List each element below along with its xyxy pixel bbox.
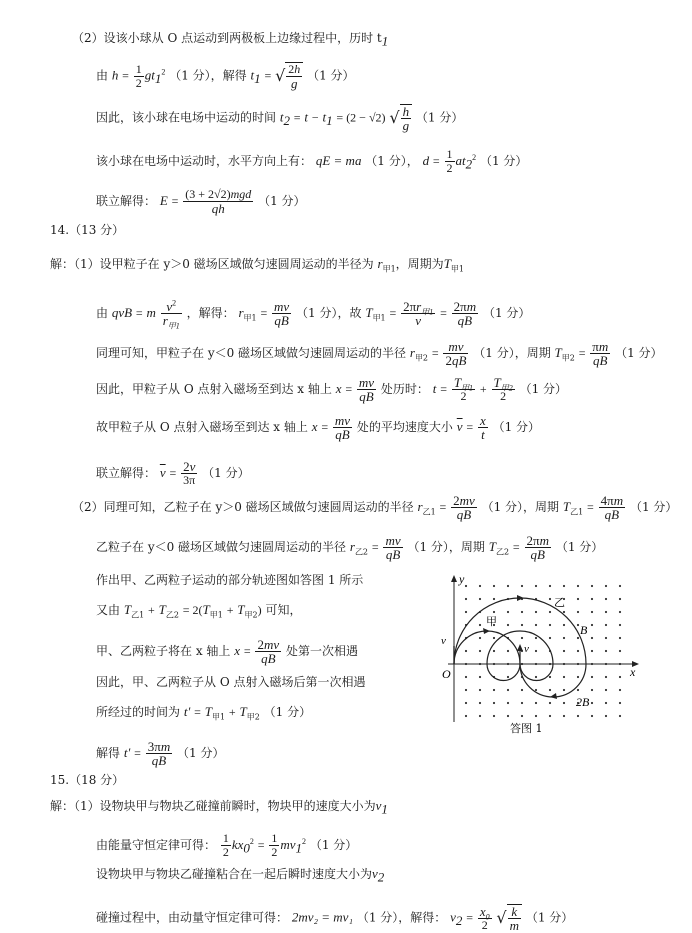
p14-line-8-text: 乙粒子在 y＜0 磁场区域做匀速圆周运动的半径 xyxy=(96,540,347,554)
field-dot xyxy=(465,650,467,652)
field-dot xyxy=(563,585,565,587)
p14-line-10: 又由 $T_{乙1} + T_{乙2} = 2(T_{甲1} + T_{甲2})$ 可知， xyxy=(96,602,302,620)
field-dot xyxy=(549,702,551,704)
field-dot xyxy=(507,624,509,626)
field-dot xyxy=(591,598,593,600)
y-axis-arrow xyxy=(451,575,457,582)
field-dot xyxy=(605,611,607,613)
field-dot xyxy=(619,611,621,613)
p14-line-5-text: 故甲粒子从 O 点射入磁场至到达 x 轴上 xyxy=(96,420,308,434)
field-dot xyxy=(563,650,565,652)
p15-line-4-text: 碰撞过程中，由动量守恒定律可得： xyxy=(96,910,289,925)
field-dot xyxy=(507,689,509,691)
field-dot xyxy=(591,637,593,639)
field-dot xyxy=(549,585,551,587)
p14-line-7: （2）同理可知，乙粒子在 y＞0 磁场区域做匀速圆周运动的半径 $r_{乙1}$ = $\frac{2mv}{qB}$ （1 分），周期 $T_{乙1}$ = $\frac{4\pi m}{qB}$ （1 分） xyxy=(72,493,678,522)
field-dot xyxy=(493,611,495,613)
field-dot xyxy=(591,676,593,678)
p14-line-5-score: （1 分） xyxy=(492,420,541,434)
field-dot xyxy=(535,611,537,613)
trajectory-jia-lower-2 xyxy=(520,664,553,681)
field-dot xyxy=(577,689,579,691)
p14-line-11-end: 处第一次相遇 xyxy=(285,644,358,658)
field-dot xyxy=(507,611,509,613)
p14-line-2-prefix: 由 xyxy=(96,306,109,320)
p13-line-3-score: （1 分） xyxy=(415,110,464,125)
p13-line-5-text: 联立解得： xyxy=(96,194,157,208)
p15-line-2-text: 由能量守恒定律可得： xyxy=(96,838,217,852)
p15-heading: 15.（18 分） xyxy=(50,773,125,787)
p15-line-2-score: （1 分） xyxy=(309,838,358,852)
field-dot xyxy=(605,637,607,639)
field-dot xyxy=(591,702,593,704)
field-dot xyxy=(619,598,621,600)
p15-line-4-mid: （1 分），解得： xyxy=(356,910,447,925)
field-dot xyxy=(507,650,509,652)
field-dot xyxy=(619,676,621,678)
p14-line-7-text: （2）同理可知，乙粒子在 y＞0 磁场区域做匀速圆周运动的半径 xyxy=(72,500,414,514)
p15-line-2: 由能量守恒定律可得： $\frac{1}{2}$ $kx_0^2$ = $\frac{1}{2}$ $mv_1^2$ （1 分） xyxy=(96,831,358,859)
field-dot xyxy=(591,689,593,691)
p14-line-4-score: （1 分） xyxy=(519,382,568,396)
p14-line-5-mid: 处的平均速度大小 xyxy=(356,420,453,434)
field-dot xyxy=(535,585,537,587)
field-dot xyxy=(605,689,607,691)
field-dot xyxy=(605,715,607,717)
p14-line-6-score: （1 分） xyxy=(202,466,250,480)
field-dot xyxy=(479,598,481,600)
field-dot xyxy=(535,715,537,717)
field-dot xyxy=(591,650,593,652)
p14-line-1: 解：（1）设甲粒子在 y＞0 磁场区域做匀速圆周运动的半径为 $r_{甲1}$，周期为$T_{甲1}$ xyxy=(50,256,465,274)
field-dot-grid xyxy=(465,585,621,717)
p14-line-2: 由 qvB = m $\frac{v^2}{r_{甲1}}$ ，解得： $r_{甲1}$ = $\frac{mv}{qB}$ （1 分），故 $T_{甲1}$ = $\frac{2\pi r_{甲1}}{v}$ = $\frac{2\pi m}{qB}$ （1 分） xyxy=(96,298,531,331)
p14-line-3-score: （1 分） xyxy=(615,346,663,360)
field-dot xyxy=(577,715,579,717)
field-dot xyxy=(591,585,593,587)
p14-line-12: 因此，甲、乙两粒子从 O 点射入磁场后第一次相遇 xyxy=(96,675,366,689)
field-dot xyxy=(493,598,495,600)
field-dot xyxy=(577,624,579,626)
field-dot xyxy=(577,598,579,600)
p14-line-2-score: （1 分） xyxy=(482,306,531,320)
p14-heading: 14.（13 分） xyxy=(50,223,125,237)
field-dot xyxy=(563,689,565,691)
field-dot xyxy=(619,637,621,639)
trajectory-figure xyxy=(438,572,644,742)
field-dot xyxy=(535,702,537,704)
trajectory-yi-lower xyxy=(520,664,586,697)
field-dot xyxy=(619,650,621,652)
field-dot xyxy=(591,624,593,626)
p14-line-9: 作出甲、乙两粒子运动的部分轨迹图如答图 1 所示 xyxy=(96,573,364,587)
field-dot xyxy=(521,689,523,691)
p14-line-3-text: 同理可知，甲粒子在 y＜0 磁场区域做匀速圆周运动的半径 xyxy=(96,346,407,360)
p14-line-13: 所经过的时间为 $t' = T_{甲1} + T_{甲2}$ （1 分） xyxy=(96,704,312,722)
field-dot xyxy=(577,611,579,613)
field-dot xyxy=(479,689,481,691)
p13-line-4-score1: （1 分）， xyxy=(365,154,419,168)
p14-line-3: 同理可知，甲粒子在 y＜0 磁场区域做匀速圆周运动的半径 $r_{甲2}$ = $\frac{mv}{2qB}$ （1 分），周期 $T_{甲2}$ = $\frac{\pi m}{qB}$ （1 分） xyxy=(96,339,663,368)
field-dot xyxy=(535,676,537,678)
p14-line-2-mid2: （1 分），故 xyxy=(296,306,362,320)
p13-line-1-text: （2）设该小球从 O 点运动到两极板上边缘过程中，历时 t xyxy=(72,31,382,45)
label-v-origin: v xyxy=(441,635,446,647)
field-dot xyxy=(479,650,481,652)
p14-line-2-mid: ，解得： xyxy=(186,306,235,320)
field-dot xyxy=(577,676,579,678)
label-v-meet: v xyxy=(524,643,529,655)
field-dot xyxy=(493,702,495,704)
field-dot xyxy=(563,715,565,717)
field-dot xyxy=(535,650,537,652)
field-dot xyxy=(493,637,495,639)
field-dot xyxy=(619,702,621,704)
p13-line-4-score2: （1 分） xyxy=(479,154,528,168)
label-origin: O xyxy=(442,667,451,681)
p15-line-3: 设物块甲与物块乙碰撞粘合在一起后瞬时速度大小为$v_2$ xyxy=(96,866,385,885)
p13-line-4-eq1: qE = ma xyxy=(315,153,362,168)
field-dot xyxy=(549,624,551,626)
field-dot xyxy=(605,624,607,626)
field-dot xyxy=(521,585,523,587)
trajectory-jia-lower-1 xyxy=(487,664,520,681)
field-dot xyxy=(535,637,537,639)
field-dot xyxy=(619,689,621,691)
field-dot xyxy=(479,702,481,704)
p14-line-8-mid: （1 分），周期 xyxy=(407,540,485,554)
p13-line-5: 联立解得： E = $\frac{\text{(3 + 2√2)mgd}}{qh}$ （1 分） xyxy=(96,187,306,216)
label-b: B xyxy=(580,623,588,637)
field-dot xyxy=(549,637,551,639)
p14-line-1-mid: ，周期为 xyxy=(395,257,444,271)
p14-line-1-text: 解：（1）设甲粒子在 y＞0 磁场区域做匀速圆周运动的半径为 xyxy=(50,257,374,271)
label-y: y xyxy=(459,572,465,586)
field-dot xyxy=(465,689,467,691)
p15-line-4: 碰撞过程中，由动量守恒定律可得： 2mv₂ = mv₁ （1 分），解得： $v_2$ = $\frac{x_0}{2}$ √ $\frac{k}{m}$ （1 分） xyxy=(96,903,574,933)
p13-line-2: 由 h = $\frac{1}{2}$ $gt_1^2$ （1 分），解得 $t_1$ = √ $\frac{2h}{g}$ （1 分） xyxy=(96,61,355,91)
p15-line-1: 解：（1）设物块甲与物块乙碰撞前瞬时，物块甲的速度大小为$v_1$ xyxy=(50,798,388,817)
p14-line-10-text: 又由 xyxy=(96,603,121,617)
p13-line-2-prefix: 由 xyxy=(96,68,109,83)
label-jia: 甲 xyxy=(486,615,497,628)
field-dot xyxy=(619,715,621,717)
field-dot xyxy=(507,702,509,704)
p14-line-3-mid: （1 分），周期 xyxy=(473,346,551,360)
field-dot xyxy=(605,598,607,600)
field-dot xyxy=(535,689,537,691)
p15-line-1-text: 解：（1）设物块甲与物块乙碰撞前瞬时，物块甲的速度大小为 xyxy=(50,799,376,813)
figure-caption: 答图 1 xyxy=(510,722,543,735)
field-dot xyxy=(479,676,481,678)
field-dot xyxy=(563,676,565,678)
field-dot xyxy=(507,715,509,717)
p14-line-4: 因此，甲粒子从 O 点射入磁场至到达 x 轴上 x = $\frac{mv}{qB}$ 处历时： t = $\frac{T_{甲1}}{2}$ + $\frac{T_{甲2}}{2}$ （1 分） xyxy=(96,375,568,404)
field-dot xyxy=(619,624,621,626)
field-dot xyxy=(493,715,495,717)
p14-line-11: 甲、乙两粒子将在 x 轴上 x = $\frac{2mv}{qB}$ 处第一次相遇 xyxy=(96,637,358,666)
label-2b: 2B xyxy=(576,695,590,709)
velocity-arrow-meet-head xyxy=(517,644,523,651)
p14-line-10-end: 可知， xyxy=(265,603,302,617)
p13-line-5-score: （1 分） xyxy=(258,194,306,208)
field-dot xyxy=(507,676,509,678)
p13-line-1: （2）设该小球从 O 点运动到两极板上边缘过程中，历时 $t_1$ xyxy=(72,31,389,49)
field-dot xyxy=(577,585,579,587)
field-dot xyxy=(521,611,523,613)
field-dot xyxy=(563,624,565,626)
p13-line-3-text: 因此，该小球在电场中运动的时间 xyxy=(96,110,277,125)
field-dot xyxy=(549,676,551,678)
field-dot xyxy=(563,611,565,613)
p14-line-8: 乙粒子在 y＜0 磁场区域做匀速圆周运动的半径 $r_{乙2}$ = $\frac{mv}{qB}$ （1 分），周期 $T_{乙2}$ = $\frac{2\pi m}{qB}$ （1 分） xyxy=(96,533,604,562)
field-dot xyxy=(521,702,523,704)
field-dot xyxy=(493,585,495,587)
field-dot xyxy=(465,585,467,587)
field-dot xyxy=(549,611,551,613)
field-dot xyxy=(465,702,467,704)
field-dot xyxy=(619,585,621,587)
p14-line-7-mid: （1 分），周期 xyxy=(481,500,560,514)
field-dot xyxy=(577,637,579,639)
p13-line-2-score: （1 分） xyxy=(307,68,355,83)
field-dot xyxy=(521,637,523,639)
field-dot xyxy=(521,715,523,717)
field-dot xyxy=(479,637,481,639)
field-dot xyxy=(577,650,579,652)
field-dot xyxy=(479,715,481,717)
field-dot xyxy=(479,585,481,587)
p14-line-13-score: （1 分） xyxy=(263,705,312,719)
label-x: x xyxy=(630,665,636,679)
arrow-jia-top xyxy=(483,628,490,634)
p13-line-3: 因此，该小球在电场中运动的时间 $t_2 = t - t_1 = (2 - √2)$ √ $\frac{h}{g}$ （1 分） xyxy=(96,104,464,133)
field-dot xyxy=(535,624,537,626)
p14-line-7-score: （1 分） xyxy=(629,500,678,514)
p15-line-4-score: （1 分） xyxy=(525,910,574,925)
p14-line-4-mid: 处历时： xyxy=(380,382,429,396)
p14-line-14: 解得 t′ = $\frac{3\pi m}{qB}$ （1 分） xyxy=(96,739,225,768)
field-dot xyxy=(563,702,565,704)
p13-line-2-mid: （1 分），解得 xyxy=(169,68,247,83)
p14-line-11-text: 甲、乙两粒子将在 x 轴上 xyxy=(96,644,231,658)
field-dot xyxy=(465,715,467,717)
arrow-yi-top xyxy=(517,595,524,601)
field-dot xyxy=(507,585,509,587)
p13-line-4-text: 该小球在电场中运动时，水平方向上有： xyxy=(96,154,313,168)
arrow-yi-bottom xyxy=(550,693,557,699)
p14-line-14-text: 解得 xyxy=(96,746,121,760)
field-dot xyxy=(605,676,607,678)
p14-line-4-text: 因此，甲粒子从 O 点射入磁场至到达 x 轴上 xyxy=(96,382,332,396)
p15-line-3-text: 设物块甲与物块乙碰撞粘合在一起后瞬时速度大小为 xyxy=(96,867,373,881)
p14-line-6: 联立解得： $\overline{v}$ = $\frac{2v}{3\pi}$ （1 分） xyxy=(96,459,250,487)
p14-line-14-score: （1 分） xyxy=(177,746,225,760)
p15-line-4-eq: 2mv₂ = mv₁ xyxy=(291,909,353,925)
p14-line-13-text: 所经过的时间为 xyxy=(96,705,181,719)
p14-line-8-score: （1 分） xyxy=(555,540,604,554)
field-dot xyxy=(493,689,495,691)
field-dot xyxy=(605,650,607,652)
field-dot xyxy=(563,637,565,639)
field-dot xyxy=(591,715,593,717)
field-dot xyxy=(465,676,467,678)
field-dot xyxy=(549,598,551,600)
field-dot xyxy=(549,689,551,691)
field-dot xyxy=(493,650,495,652)
p14-line-5: 故甲粒子从 O 点射入磁场至到达 x 轴上 x = $\frac{mv}{qB}$ 处的平均速度大小 $\overline{v}$ = $\frac{x}{t}$ （1 分） xyxy=(96,413,541,442)
field-dot xyxy=(591,611,593,613)
p14-line-6-text: 联立解得： xyxy=(96,466,157,480)
field-dot xyxy=(549,715,551,717)
p13-line-4: 该小球在电场中运动时，水平方向上有： qE = ma （1 分）， d = $\frac{1}{2}$ $at_2^2$ （1 分） xyxy=(96,147,528,175)
field-dot xyxy=(605,585,607,587)
field-dot xyxy=(521,624,523,626)
field-dot xyxy=(479,624,481,626)
label-yi: 乙 xyxy=(554,596,565,609)
field-dot xyxy=(465,611,467,613)
field-dot xyxy=(465,598,467,600)
field-dot xyxy=(605,702,607,704)
